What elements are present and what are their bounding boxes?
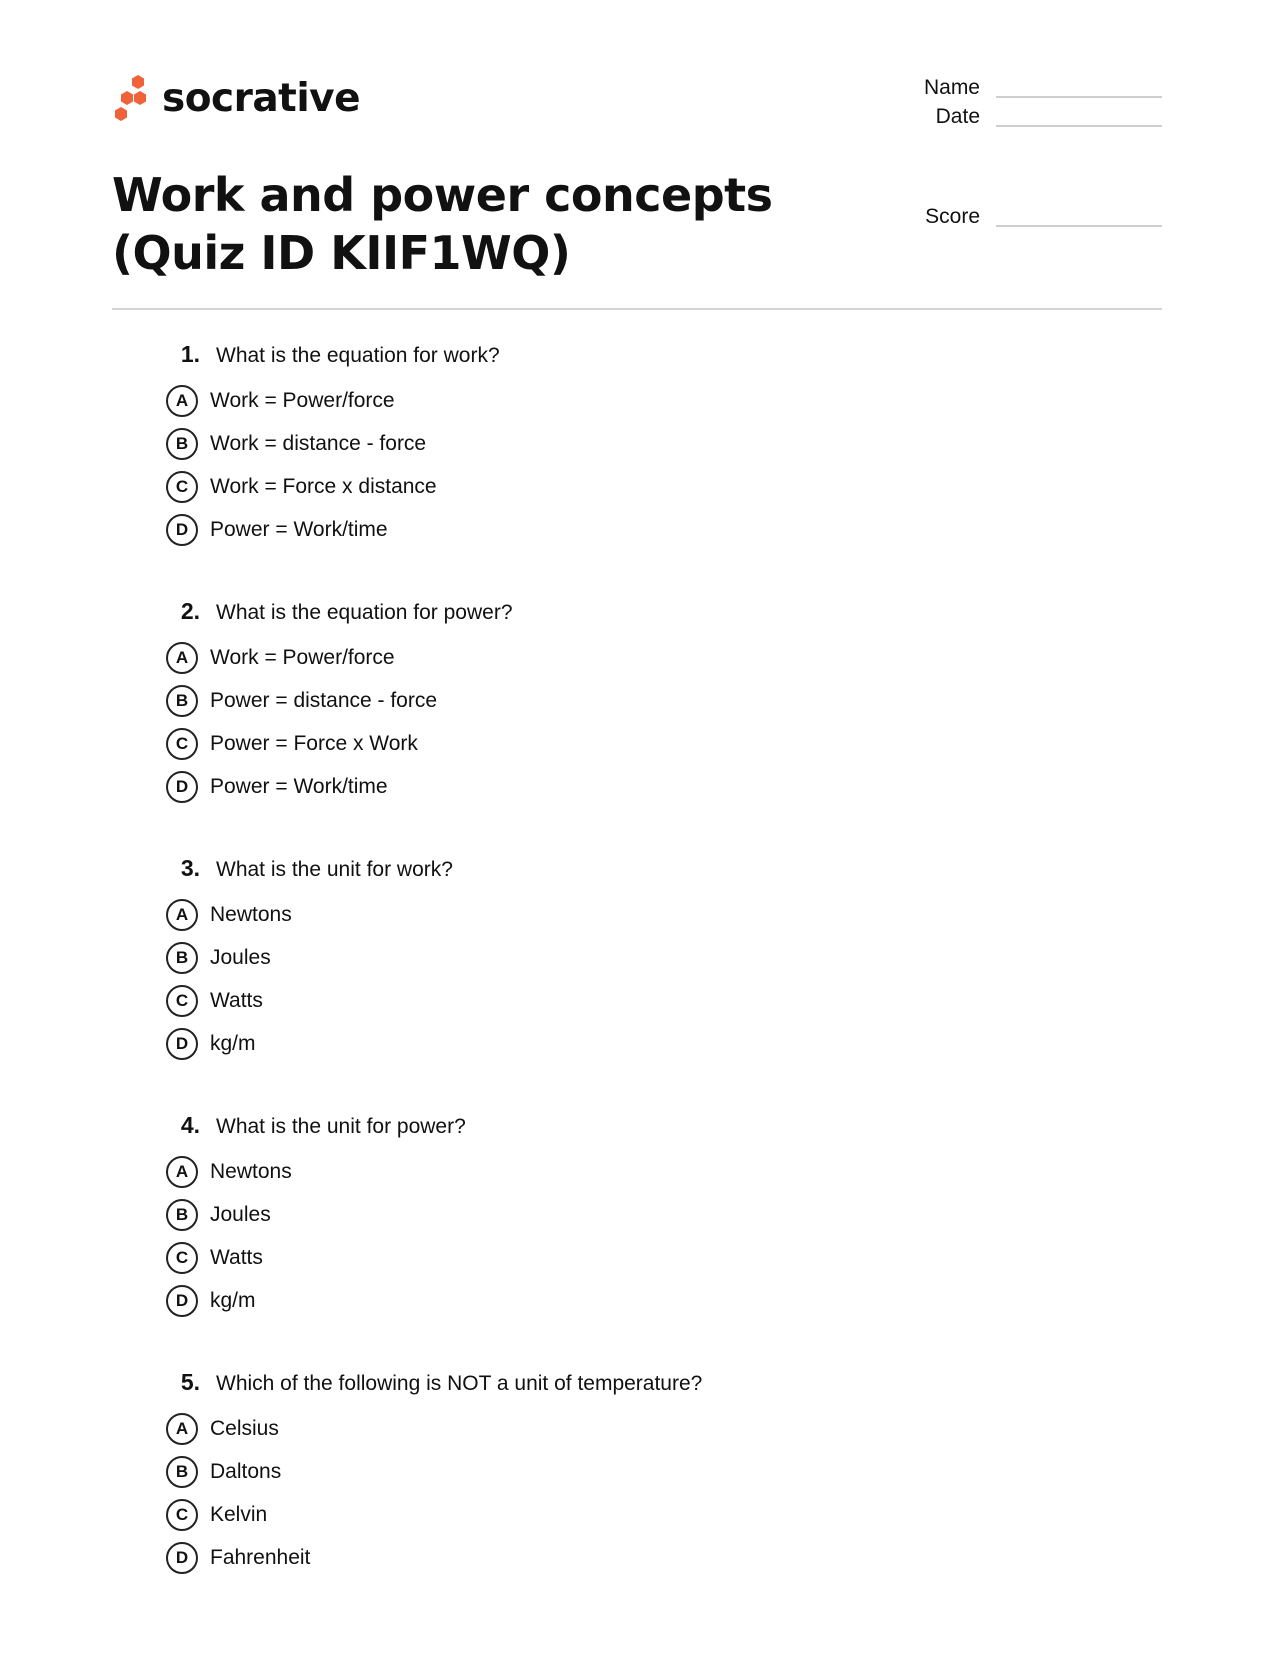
answer-bubble[interactable]: A [166,642,198,674]
answer-bubble[interactable]: D [166,1285,198,1317]
choice-text: Power = Work/time [210,517,388,541]
answer-bubble[interactable]: B [166,428,198,460]
choice-text: Watts [210,988,263,1012]
answer-bubble[interactable]: A [166,1156,198,1188]
choice-a[interactable] [160,636,1060,679]
choice-text: Newtons [210,1159,292,1183]
answer-bubble[interactable]: A [166,385,198,417]
answer-bubble[interactable]: D [166,1028,198,1060]
answer-bubble[interactable]: A [166,899,198,931]
choice-b[interactable] [160,422,1060,465]
socrative-logo [110,72,360,124]
choice-d[interactable] [160,765,1060,808]
answer-bubble[interactable]: C [166,1242,198,1274]
name-label: Name [923,76,980,99]
choice-text: Fahrenheit [210,1545,311,1569]
choice-a[interactable] [160,1150,1060,1193]
question-text: What is the unit for work? [216,858,453,881]
answer-bubble[interactable]: B [166,685,198,717]
question-number: 5. [180,1369,200,1395]
answer-bubble[interactable]: C [166,728,198,760]
name-line[interactable] [996,96,1162,98]
question-2 [160,598,1060,808]
choice-d[interactable] [160,1536,1060,1579]
header-divider [112,308,1162,310]
choice-text: Joules [210,1202,271,1226]
answer-bubble[interactable]: A [166,1413,198,1445]
choice-text: Watts [210,1245,263,1269]
question-header [160,855,1060,893]
choice-c[interactable] [160,465,1060,508]
choice-b[interactable] [160,936,1060,979]
choice-text: Celsius [210,1416,279,1440]
question-header [160,1369,1060,1407]
question-1 [160,341,1060,551]
score-label: Score [925,205,980,228]
question-text: Which of the following is NOT a unit of temperature? [216,1372,703,1395]
choice-a[interactable] [160,379,1060,422]
choice-b[interactable] [160,1193,1060,1236]
choice-text: Work = distance - force [210,431,427,455]
question-header [160,341,1060,379]
score-line[interactable] [996,225,1162,227]
date-label: Date [935,105,980,128]
question-number: 4. [180,1112,200,1138]
choice-c[interactable] [160,1236,1060,1279]
choice-a[interactable] [160,893,1060,936]
choice-text: kg/m [210,1288,256,1312]
answer-bubble[interactable]: B [166,942,198,974]
brand-name: socrative [162,75,361,121]
choice-text: Work = Force x distance [210,474,437,498]
answer-bubble[interactable]: B [166,1456,198,1488]
answer-bubble[interactable]: B [166,1199,198,1231]
question-number: 1. [180,341,200,367]
answer-bubble[interactable]: C [166,1499,198,1531]
question-number: 3. [180,855,200,881]
question-header [160,598,1060,636]
choice-c[interactable] [160,1493,1060,1536]
page-title: Work and power concepts (Quiz ID KIIF1WQ) [112,168,773,280]
choice-text: Joules [210,945,271,969]
date-line[interactable] [996,125,1162,127]
choice-text: Newtons [210,902,292,926]
choice-text: Work = Power/force [210,388,395,412]
choice-d[interactable] [160,508,1060,551]
choice-text: Work = Power/force [210,645,395,669]
question-3 [160,855,1060,1065]
choice-c[interactable] [160,979,1060,1022]
answer-bubble[interactable]: C [166,471,198,503]
choice-c[interactable] [160,722,1060,765]
answer-bubble[interactable]: D [166,514,198,546]
hexagon-cluster-icon [110,73,150,123]
choice-d[interactable] [160,1279,1060,1322]
date-field[interactable] [860,105,1162,129]
choice-text: kg/m [210,1031,256,1055]
question-number: 2. [180,598,200,624]
choice-text: Power = Force x Work [210,731,418,755]
choice-text: Power = distance - force [210,688,438,712]
question-text: What is the unit for power? [216,1115,466,1138]
answer-bubble[interactable]: D [166,771,198,803]
question-5 [160,1369,1060,1579]
choice-d[interactable] [160,1022,1060,1065]
question-text: What is the equation for power? [216,601,513,624]
choice-text: Daltons [210,1459,282,1483]
answer-bubble[interactable]: C [166,985,198,1017]
choice-text: Kelvin [210,1502,268,1526]
question-4 [160,1112,1060,1322]
question-header [160,1112,1060,1150]
score-field[interactable] [860,205,1162,229]
choice-b[interactable] [160,1450,1060,1493]
question-text: What is the equation for work? [216,344,500,367]
answer-bubble[interactable]: D [166,1542,198,1574]
choice-text: Power = Work/time [210,774,388,798]
name-field[interactable] [860,76,1162,100]
choice-b[interactable] [160,679,1060,722]
choice-a[interactable] [160,1407,1060,1450]
